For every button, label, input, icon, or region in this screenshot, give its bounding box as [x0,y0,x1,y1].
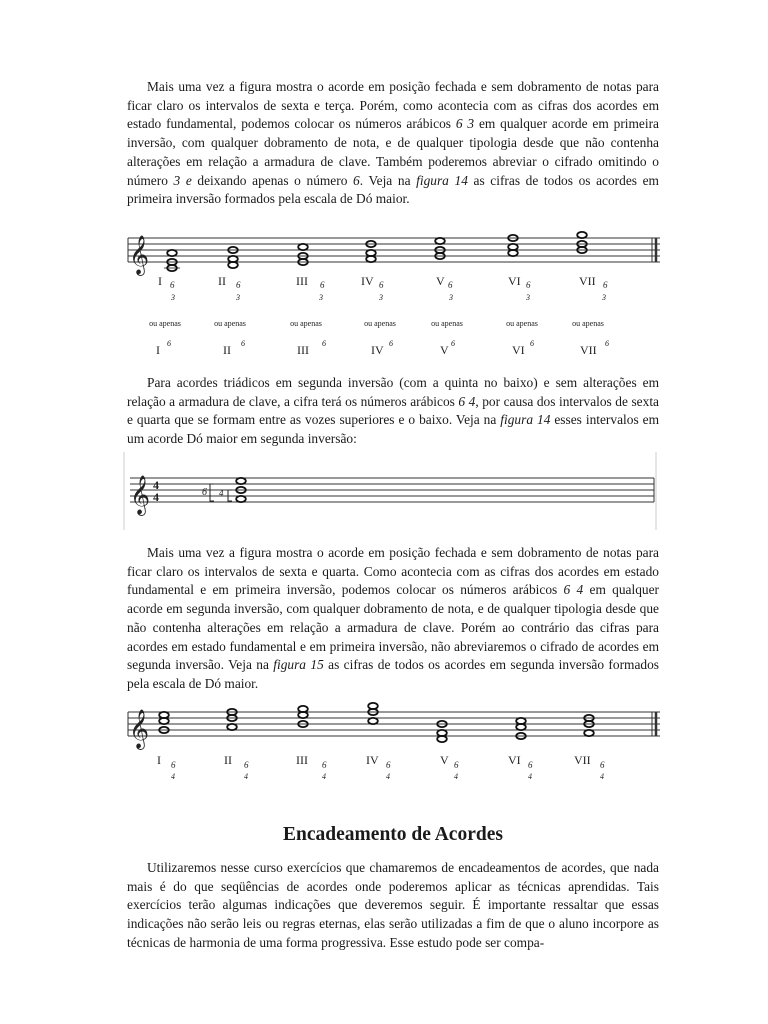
paragraph-second-inversion-intro: Para acordes triádicos em segunda inversão (com a quinta no baixo) e sem alterações em relação a armadura de clave, a cifra terá os números arábicos 6 4, por causa dos intervalos de sexta e quarta que se formam entre as vozes superiores e o baixo. Veja na figura 14 esses intervalos em um acorde Dó maior em segunda inversão: [127,375,659,447]
short-chord-label [223,339,245,357]
figured-bass-top: 6 [171,760,176,770]
paragraph-first-inversion: Mais uma vez a figura mostra o acorde em posição fechada e sem dobramento de notas para ficar claro os intervalos de sexta e terça. Porém, como acontecia com as cifras dos acordes em estado fundamental, podemos colocar os números arábicos 6 3 em qualquer acorde em primeira inversão, com qualquer dobramento de nota, e de qualquer tipologia desde que não contenha alterações em relação a armadura de clave. Também poderemos abreviar o cifrado omitindo o número 3 e deixando apenas o número 6. Veja na figura 14 as cifras de todos os acordes em primeira inversão formados pela escala de Dó maior. [127,79,659,207]
figured-bass-top: 6 [451,339,455,348]
figured-bass-bottom: 3 [602,293,606,302]
chord-figure-label [574,753,605,781]
roman-numeral: VII [574,753,591,767]
or-only-label: ou apenas [572,319,604,328]
figured-bass-top: 6 [530,339,534,348]
chord-figure-label [218,274,241,302]
figured-bass-top: 6 [605,339,609,348]
time-signature-top: 4 [153,478,159,492]
whole-note [368,718,378,724]
figured-bass-top: 6 [322,760,327,770]
figured-bass-bottom: 4 [528,772,532,781]
figured-bass-bottom: 4 [454,772,458,781]
roman-numeral: II [218,274,226,288]
figured-bass-bottom: 3 [449,293,453,302]
roman-numeral: III [296,753,308,767]
figured-bass-bottom: 3 [171,293,175,302]
figured-bass-bottom: 4 [386,772,390,781]
chord-figure-label [508,274,531,302]
interval-sixth-label: 6 [202,487,207,498]
short-chord-label [440,339,455,357]
figured-bass-top: 6 [244,760,249,770]
sixth-bracket [210,484,214,501]
roman-numeral: II [223,343,231,357]
treble-clef-icon: 𝄞 [129,237,150,274]
figured-bass-top: 6 [526,280,531,290]
short-chord-label [580,339,609,357]
paragraph-second-inversion: Mais uma vez a figura mostra o acorde em posição fechada e sem dobramento de notas para ficar claro os intervalos de sexta e quarta. Como acontecia com as cifras dos acordes em estado fundamental e em primeira inversão, podemos colocar os números arábicos 6 4 em qualquer acorde em segunda inversão, com qualquer dobramento de nota, e de qualquer tipologia desde que não contenha alterações em relação a armadura de clave. Porém ao contrário das cifras para acordes em estado fundamental e em primeira inversão, não abreviaremos o cifrado de acordes em segunda inversão. Veja na figura 15 as cifras de todos os acordes em segunda inversão formados pela escala de Dó maior. [127,545,659,691]
or-only-label: ou apenas [364,319,396,328]
roman-numeral: III [296,274,308,288]
roman-numeral: IV [371,343,384,357]
figured-bass-top: 6 [528,760,533,770]
staff-lines [128,712,660,736]
figured-bass-bottom: 4 [244,772,248,781]
figured-bass-bottom: 3 [236,293,240,302]
figure-intervals [120,448,660,532]
paragraph-chord-progressions: Utilizaremos nesse curso exercícios que chamaremos de encadeamentos de acordes, que nada mais é do que seqüências de acordes onde poderemos aplicar as técnicas aprendidas. Tais exercícios terão algumas indicações que deveremos seguir. É importante ressaltar que essas indicações não serão leis ou regras eternas, elas serão utilizadas a fim de que o aluno incorpore as técnicas de harmonia de uma forma progressiva. Esse estudo pode ser compa- [127,860,659,950]
chord-figure-label [158,274,175,302]
roman-numeral: III [297,343,309,357]
short-chord-label [371,339,393,357]
figured-bass-top: 6 [454,760,459,770]
figured-bass-top: 6 [167,339,171,348]
roman-numeral: VI [508,274,521,288]
whole-note [298,244,308,250]
figured-bass-top: 6 [603,280,608,290]
staff-first-inversion [120,222,660,362]
chord-figure-label [436,274,453,302]
or-only-label: ou apenas [506,319,538,328]
roman-numeral: VI [512,343,525,357]
staff-second-inversion [120,700,660,790]
figured-bass-top: 6 [236,280,241,290]
figured-bass-top: 6 [322,339,326,348]
chord-figure-label [361,274,384,302]
short-chord-label [512,339,534,357]
figured-bass-top: 6 [379,280,384,290]
figured-bass-bottom: 4 [600,772,604,781]
short-chord-label [297,339,326,357]
staff-lines [130,478,654,502]
roman-numeral: VII [580,343,597,357]
figured-bass-top: 6 [386,760,391,770]
figured-bass-bottom: 3 [379,293,383,302]
treble-clef-icon: 𝄞 [129,711,150,748]
figure-first-inversion [120,222,660,362]
chord-figure-label [157,753,176,781]
whole-note [584,730,594,736]
time-signature-bottom: 4 [153,490,159,504]
figured-bass-top: 6 [320,280,325,290]
roman-numeral: VI [508,753,521,767]
or-only-label: ou apenas [214,319,246,328]
or-only-label: ou apenas [149,319,181,328]
figured-bass-top: 6 [600,760,605,770]
roman-numeral: IV [361,274,374,288]
roman-numeral: IV [366,753,379,767]
staff-intervals [120,448,660,532]
roman-numeral: I [157,753,161,767]
chord-iv [368,703,378,724]
roman-numeral: I [156,343,160,357]
chord-figure-label [508,753,533,781]
roman-numeral: VII [579,274,596,288]
chord-i [164,250,180,271]
figured-bass-bottom: 3 [319,293,323,302]
roman-numeral: I [158,274,162,288]
chord-figure-label [296,753,327,781]
chord-figure-label [224,753,249,781]
figured-bass-top: 6 [448,280,453,290]
whole-note [435,238,445,244]
figured-bass-top: 6 [170,280,175,290]
figured-bass-top: 6 [389,339,393,348]
figured-bass-bottom: 3 [526,293,530,302]
treble-clef-icon: 𝄞 [130,477,151,514]
figured-bass-bottom: 4 [322,772,326,781]
roman-numeral: V [436,274,445,288]
or-only-label: ou apenas [290,319,322,328]
section-heading: Encadeamento de Acordes [283,824,503,845]
fourth-bracket [228,490,232,501]
chord-figure-label [296,274,325,302]
roman-numeral: II [224,753,232,767]
whole-note [577,232,587,238]
roman-numeral: V [440,753,449,767]
chord-figure-label [440,753,459,781]
short-chord-label [156,339,171,357]
whole-note [227,724,237,730]
figured-bass-bottom: 4 [171,772,175,781]
interval-fourth-label: 4 [219,488,224,498]
figured-bass-top: 6 [241,339,245,348]
chord-figure-label [579,274,608,302]
chord-figure-label [366,753,391,781]
figure-second-inversion [120,700,660,790]
whole-note [167,250,177,256]
roman-numeral: V [440,343,449,357]
or-only-label: ou apenas [431,319,463,328]
